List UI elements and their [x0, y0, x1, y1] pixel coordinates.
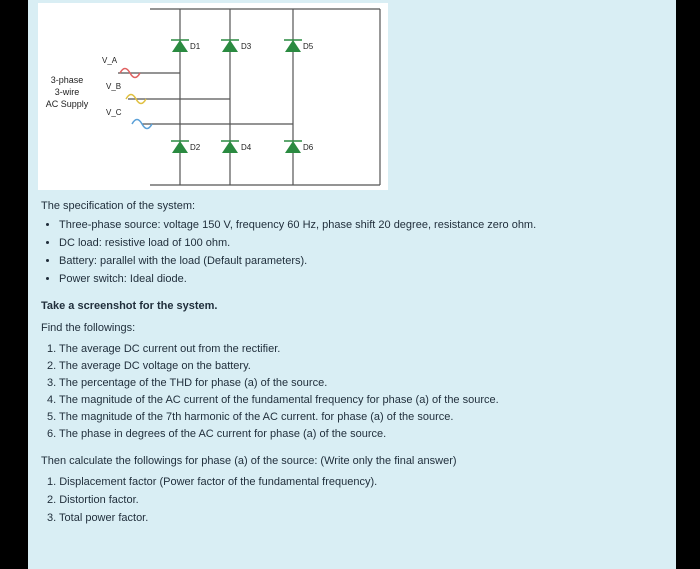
supply-label-line1: 3-phase: [50, 75, 84, 85]
find-title: Find the followings:: [41, 322, 136, 334]
then-item: 3. Total power factor.: [47, 512, 149, 524]
phase-a-label: V_A: [102, 56, 118, 65]
rectifier-circuit-diagram: [38, 3, 388, 190]
diode-d5-label: D5: [303, 42, 314, 51]
then-title: Then calculate the followings for phase (a) of the source: (Write only the final answer): [41, 455, 457, 467]
find-item: 6. The phase in degrees of the AC current for phase (a) of the source.: [47, 428, 387, 440]
problem-text: [41, 199, 661, 529]
diode-d6-label: D6: [303, 143, 314, 152]
task-heading: Take a screenshot for the system.: [41, 300, 218, 312]
diode-d5-icon: [284, 40, 302, 52]
spec-item: • Battery: parallel with the load (Default parameters).: [59, 254, 661, 268]
circuit-svg: [38, 3, 388, 190]
find-list: [41, 342, 661, 441]
phase-c-label: V_C: [106, 108, 122, 117]
supply-label-line3: AC Supply: [45, 99, 89, 109]
then-item: 1. Displacement factor (Power factor of the fundamental frequency).: [47, 476, 378, 488]
find-item: 5. The magnitude of the 7th harmonic of the AC current. for phase (a) of the source.: [47, 411, 454, 423]
spec-item: • Three-phase source: voltage 150 V, frequency 60 Hz, phase shift 20 degree, resistance zero ohm.: [59, 218, 661, 232]
diode-d3-label: D3: [241, 42, 252, 51]
diode-d4-label: D4: [241, 143, 252, 152]
diode-d1-icon: [171, 40, 189, 52]
diode-d2-icon: [171, 141, 189, 153]
spec-list: [41, 218, 661, 286]
diode-d2-label: D2: [190, 143, 201, 152]
supply-label-line2: 3-wire: [54, 87, 80, 97]
find-item: 4. The magnitude of the AC current of the fundamental frequency for phase (a) of the source.: [47, 394, 499, 406]
diode-d3-icon: [221, 40, 239, 52]
spec-item: • DC load: resistive load of 100 ohm.: [59, 236, 661, 250]
spec-title: The specification of the system:: [41, 200, 196, 212]
phase-b-label: V_B: [106, 82, 122, 91]
then-item: 2. Distortion factor.: [47, 494, 139, 506]
spec-item: • Power switch: Ideal diode.: [59, 272, 661, 286]
find-item: 2. The average DC voltage on the battery.: [47, 360, 251, 372]
diode-d1-label: D1: [190, 42, 201, 51]
diode-d4-icon: [221, 141, 239, 153]
diode-d6-icon: [284, 141, 302, 153]
find-item: 3. The percentage of the THD for phase (a) of the source.: [47, 377, 328, 389]
find-item: 1. The average DC current out from the rectifier.: [47, 343, 281, 355]
then-list: [41, 475, 661, 525]
